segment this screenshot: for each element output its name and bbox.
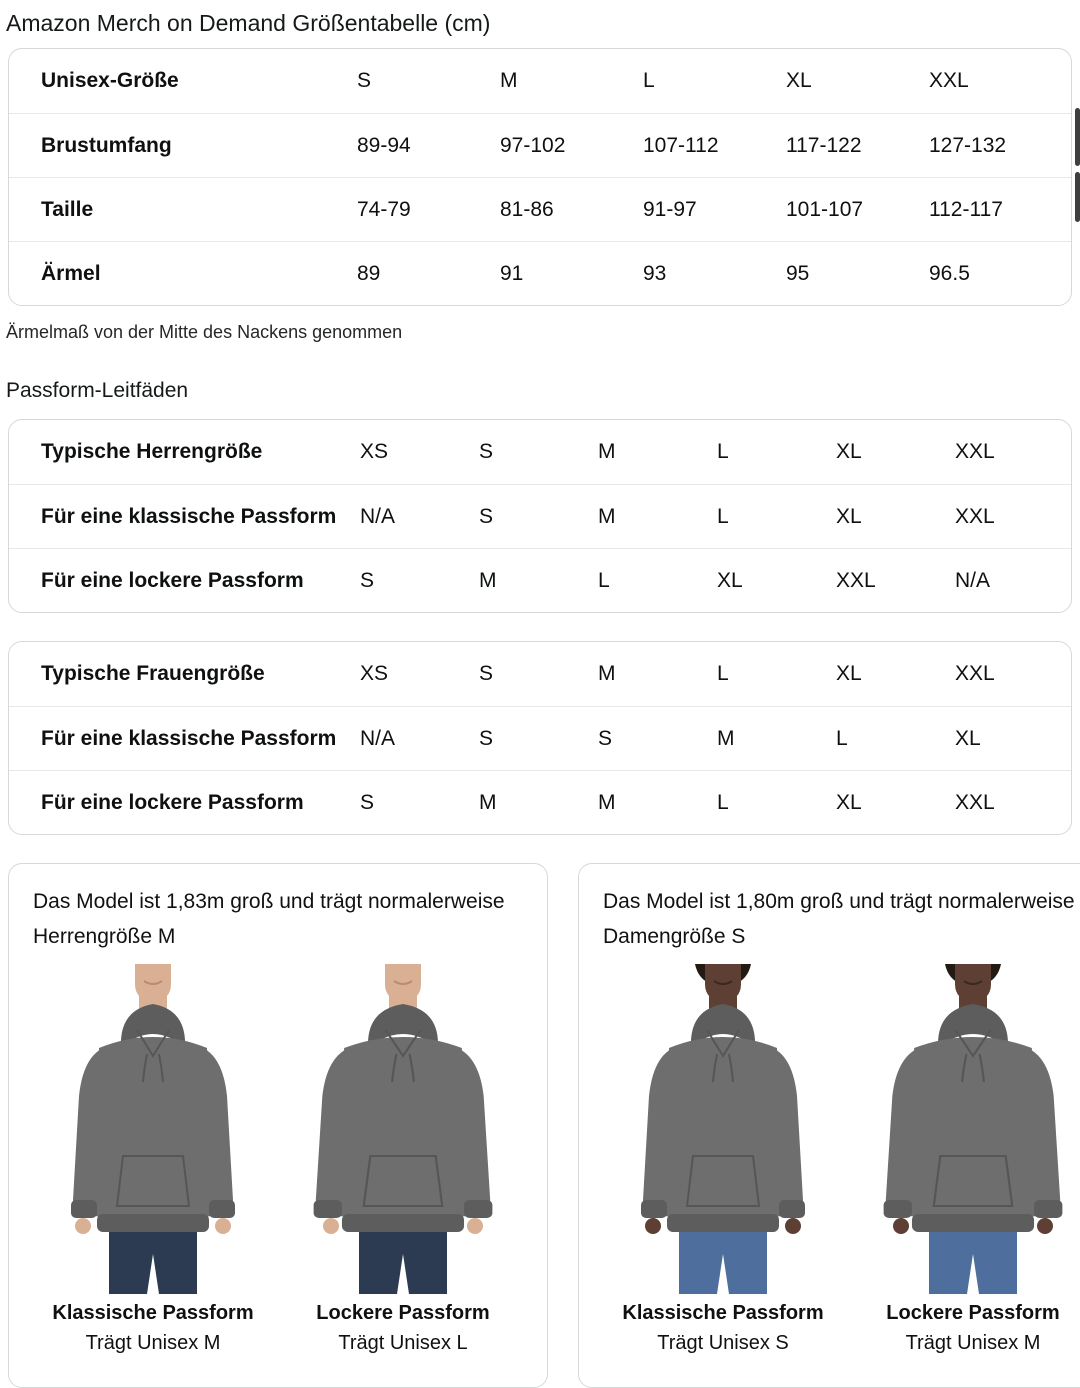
fit-type-label: Lockere Passform	[886, 1302, 1060, 1324]
size-value: N/A	[955, 568, 991, 592]
size-value: L	[836, 726, 848, 750]
row-label: Ärmel	[41, 261, 101, 285]
scrollbar-thumb[interactable]	[1075, 108, 1080, 166]
column-header: XS	[360, 662, 389, 685]
size-value: S	[360, 568, 375, 592]
row-label: Für eine klassische Passform	[41, 504, 337, 528]
size-value: S	[479, 726, 494, 750]
female-model-photo-icon	[853, 964, 1080, 1294]
size-value: 101-107	[786, 197, 864, 221]
table-row	[9, 770, 1071, 834]
size-value: XL	[836, 790, 862, 814]
figures-row	[33, 964, 523, 1355]
row-label: Für eine lockere Passform	[41, 568, 304, 592]
size-value: S	[479, 504, 494, 528]
model-cards-row	[8, 863, 1075, 1388]
model-figure-classic	[603, 964, 843, 1355]
size-value: 95	[786, 261, 810, 285]
size-value: XL	[717, 568, 743, 592]
column-header: XL	[836, 662, 862, 685]
worn-size-label: Trägt Unisex S	[657, 1332, 789, 1354]
size-table	[8, 48, 1072, 306]
row-label: Für eine klassische Passform	[41, 726, 337, 750]
size-value: L	[717, 504, 729, 528]
table-row	[9, 642, 1071, 706]
table-row	[9, 113, 1071, 177]
model-card-men	[8, 863, 548, 1388]
model-figure-classic	[33, 964, 273, 1355]
fit-type-label: Klassische Passform	[622, 1302, 824, 1324]
page-title: Amazon Merch on Demand Größentabelle (cm)	[6, 10, 491, 36]
column-header: S	[479, 662, 494, 685]
model-description: Das Model ist 1,80m groß und trägt normalerweise Damengröße S	[603, 890, 1075, 948]
model-card-women	[578, 863, 1080, 1388]
size-value: S	[598, 726, 613, 750]
size-value: 96.5	[929, 261, 970, 285]
size-value: 91-97	[643, 197, 697, 221]
column-header: M	[598, 662, 616, 685]
size-value: 127-132	[929, 133, 1007, 157]
table-row	[9, 420, 1071, 484]
column-header: XXL	[955, 440, 995, 463]
size-value: N/A	[360, 726, 396, 750]
size-value: M	[479, 790, 497, 814]
size-value: M	[717, 726, 735, 750]
row-label: Unisex-Größe	[41, 69, 179, 92]
size-value: 81-86	[500, 197, 554, 221]
size-value: S	[360, 790, 375, 814]
row-label: Typische Herrengröße	[41, 440, 263, 463]
column-header: XXL	[929, 69, 969, 92]
column-header: L	[717, 662, 729, 685]
column-header: XL	[786, 69, 812, 92]
fit-type-label: Klassische Passform	[52, 1302, 254, 1324]
fit-type-label: Lockere Passform	[316, 1302, 490, 1324]
size-value: XXL	[955, 504, 995, 528]
size-value: 107-112	[643, 133, 719, 157]
sleeve-note: Ärmelmaß von der Mitte des Nackens genommen	[6, 322, 403, 342]
size-value: L	[598, 568, 610, 592]
worn-size-label: Trägt Unisex M	[905, 1332, 1041, 1354]
column-header: L	[643, 69, 655, 92]
figures-row	[603, 964, 1080, 1355]
column-header: S	[357, 69, 372, 92]
column-header: L	[717, 440, 729, 463]
table-row	[9, 49, 1071, 113]
size-value: 93	[643, 261, 667, 285]
size-value: 117-122	[786, 133, 862, 157]
column-header: XS	[360, 440, 389, 463]
column-header: M	[500, 69, 518, 92]
size-value: 89-94	[357, 133, 411, 157]
size-value: XXL	[836, 568, 876, 592]
model-figure-loose	[853, 964, 1080, 1355]
column-header: M	[598, 440, 616, 463]
fit-table-men	[8, 419, 1072, 613]
size-value: 97-102	[500, 133, 566, 157]
table-row	[9, 548, 1071, 612]
fit-guides-heading: Passform-Leitfäden	[6, 379, 189, 402]
size-value: XL	[836, 504, 862, 528]
fit-table-women	[8, 641, 1072, 835]
table-row	[9, 706, 1071, 770]
size-value: M	[598, 790, 616, 814]
column-header: S	[479, 440, 494, 463]
size-value: N/A	[360, 504, 396, 528]
table-row	[9, 177, 1071, 241]
male-model-photo-icon	[283, 964, 523, 1294]
row-label: Brustumfang	[41, 133, 172, 157]
size-value: 74-79	[357, 197, 411, 221]
size-value: 89	[357, 261, 381, 285]
size-value: XXL	[955, 790, 995, 814]
worn-size-label: Trägt Unisex M	[85, 1332, 221, 1354]
table-row	[9, 484, 1071, 548]
model-figure-loose	[283, 964, 523, 1355]
size-value: M	[479, 568, 497, 592]
row-label: Taille	[41, 197, 94, 221]
worn-size-label: Trägt Unisex L	[338, 1332, 468, 1354]
size-value: 91	[500, 261, 524, 285]
row-label: Typische Frauengröße	[41, 662, 265, 685]
female-model-photo-icon	[603, 964, 843, 1294]
size-value: XL	[955, 726, 981, 750]
size-value: 112-117	[929, 197, 1003, 221]
model-description: Das Model ist 1,83m groß und trägt normalerweise Herrengröße M	[33, 890, 505, 948]
size-value: L	[717, 790, 729, 814]
size-value: M	[598, 504, 616, 528]
male-model-photo-icon	[33, 964, 273, 1294]
row-label: Für eine lockere Passform	[41, 790, 304, 814]
column-header: XXL	[955, 662, 995, 685]
scrollbar-thumb[interactable]	[1075, 172, 1080, 222]
table-row	[9, 241, 1071, 305]
column-header: XL	[836, 440, 862, 463]
